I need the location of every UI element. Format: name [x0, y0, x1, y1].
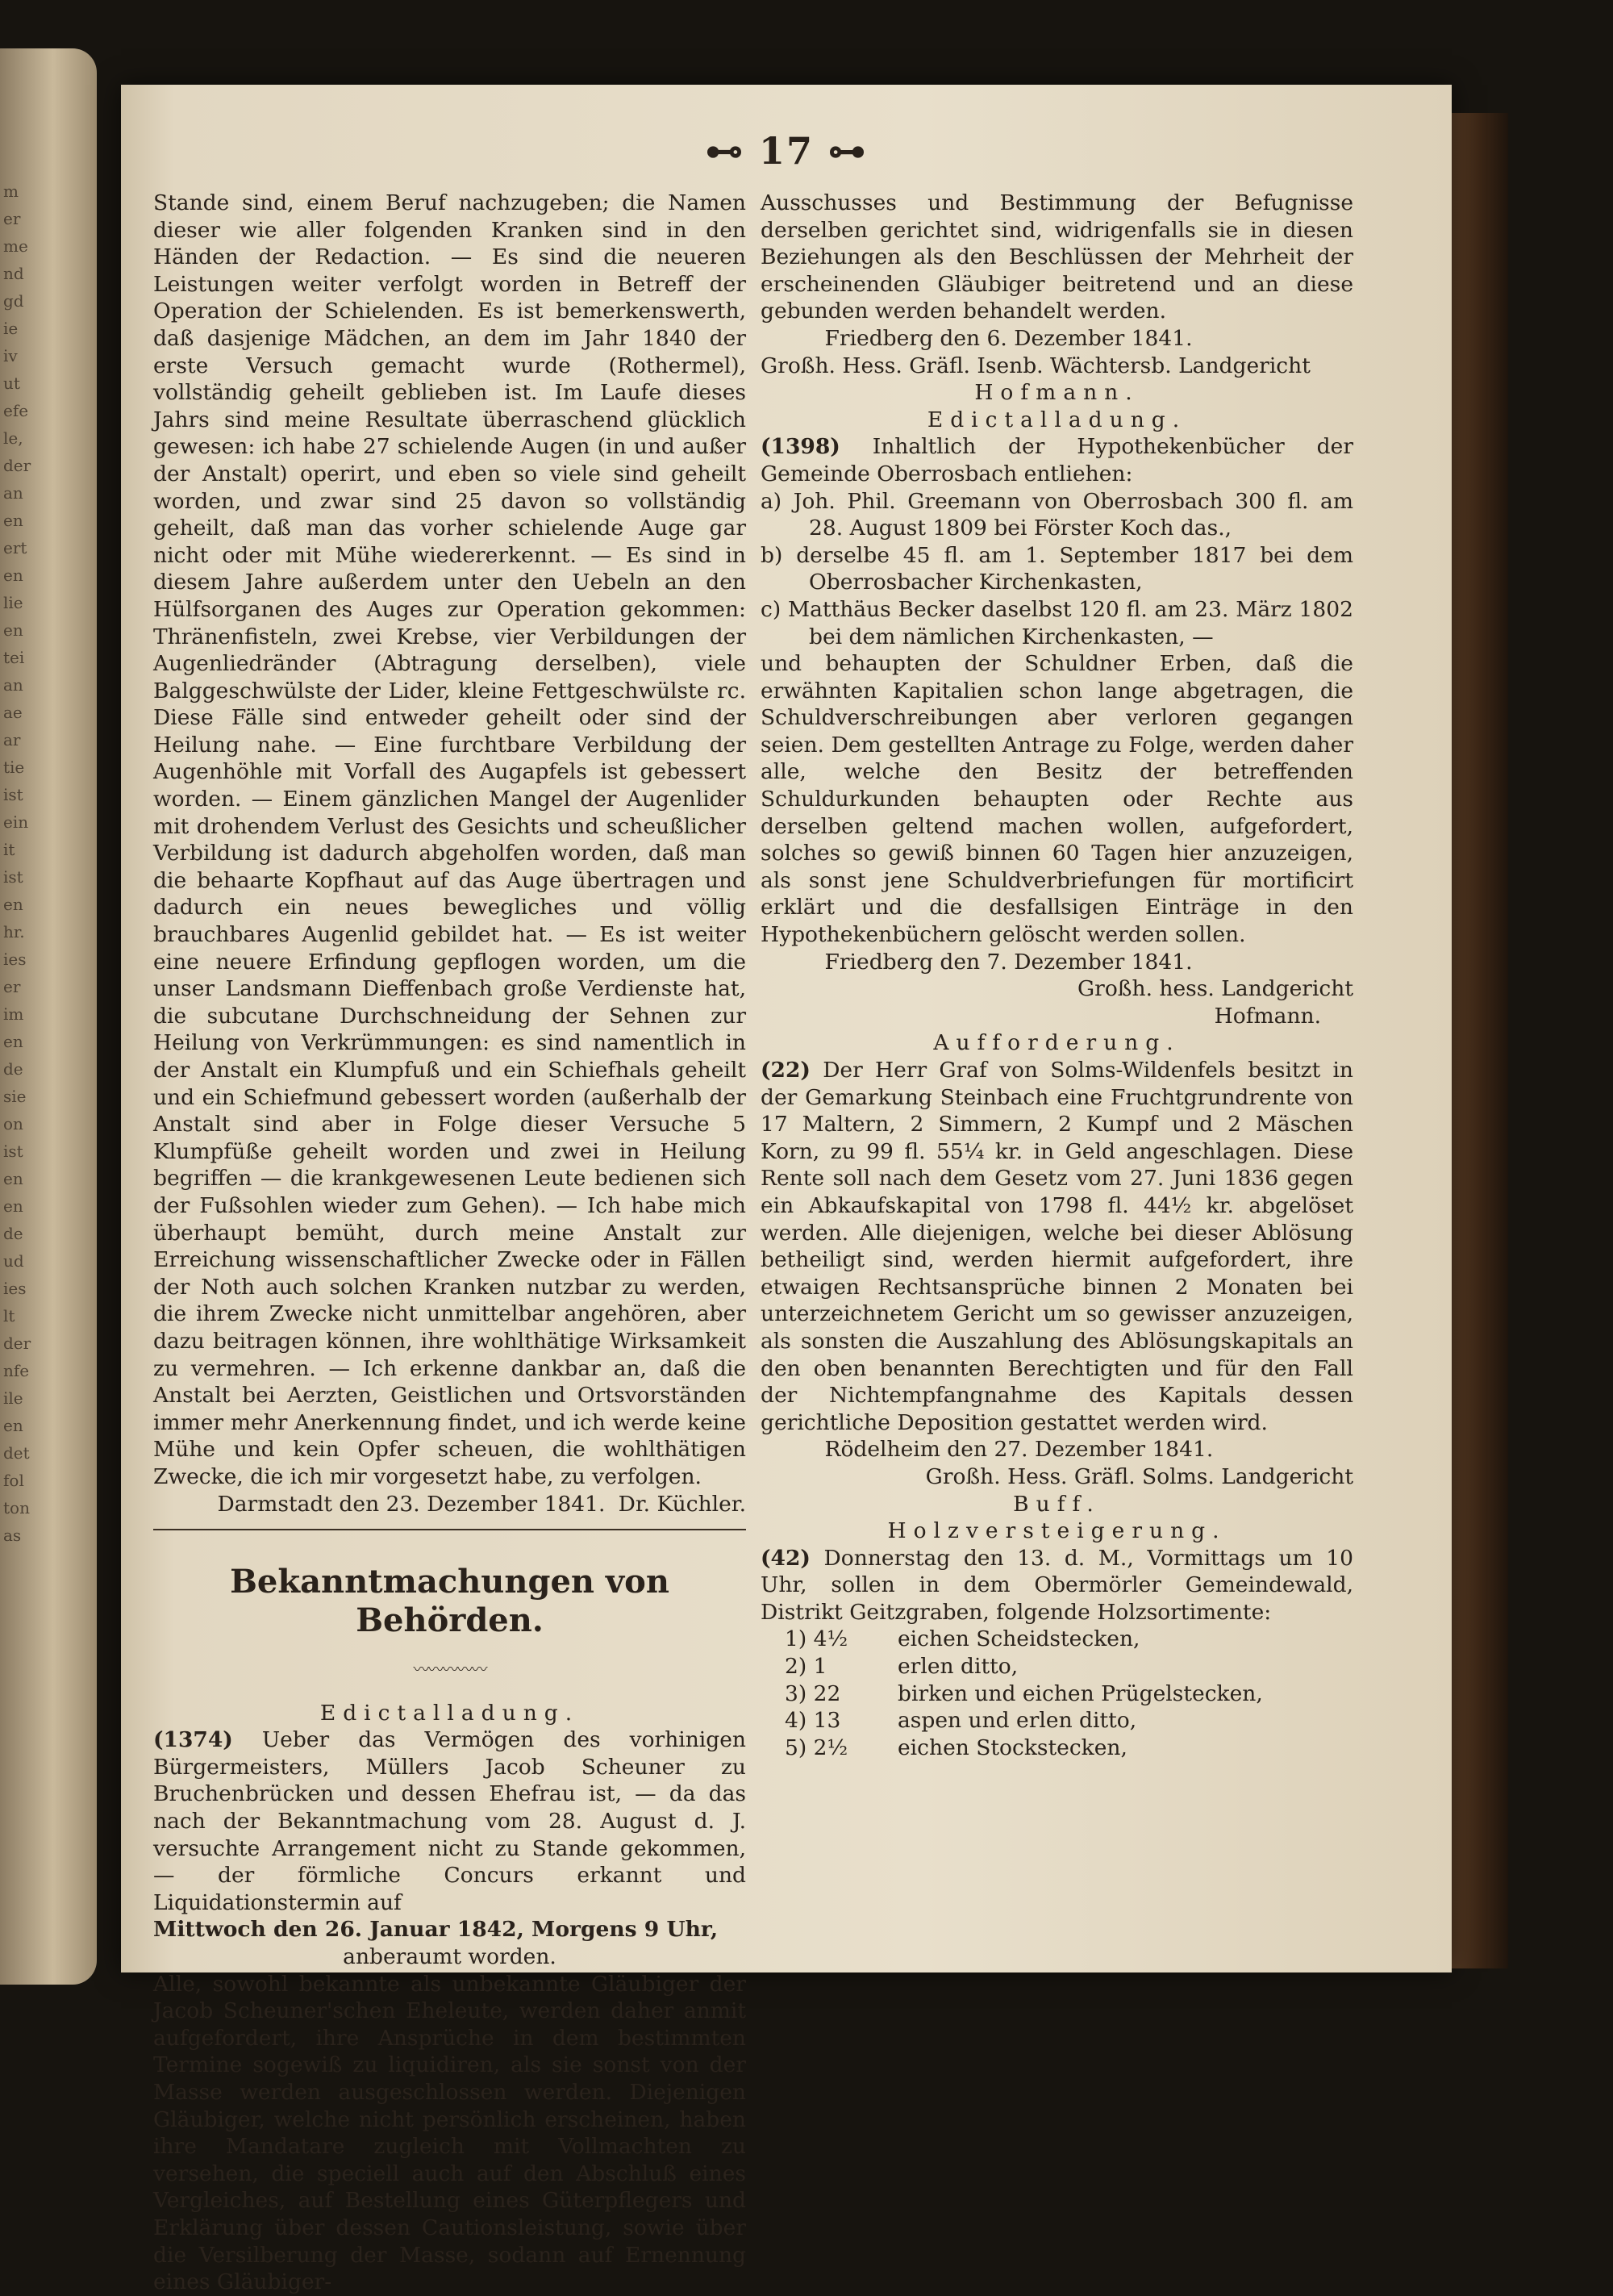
notice-date: Rödelheim den 27. Dezember 1841.	[824, 1437, 1214, 1463]
lot-description: erlen ditto,	[898, 1654, 1019, 1680]
left-margin-fragment: ie	[3, 319, 19, 338]
left-margin-fragment: nd	[3, 264, 24, 283]
signature-name: Dr. Küchler.	[618, 1491, 746, 1517]
left-margin-fragment: ein	[3, 812, 29, 832]
left-margin-fragment: en	[3, 895, 23, 914]
edict2-name: Hofmann.	[1214, 1003, 1321, 1029]
page-ornament-right: ⊶	[828, 129, 868, 173]
lot-description: aspen und erlen ditto,	[898, 1708, 1137, 1734]
left-margin-fragment: fol	[3, 1471, 24, 1490]
left-margin-fragment: ist	[3, 785, 23, 804]
auction-lot	[761, 1680, 1353, 1708]
right-column	[761, 190, 1353, 1761]
section-divider	[153, 1529, 746, 1530]
auction-lots	[761, 1626, 1353, 1761]
edict2-intro: Inhaltlich der Hypothekenbücher der Gemeinde Oberrosbach entliehen:	[761, 434, 1353, 486]
left-margin-fragment: efe	[3, 401, 29, 420]
left-margin-fragment: ies	[3, 1279, 27, 1298]
left-margin-fragment: ert	[3, 538, 27, 557]
left-page-margin-fragments	[3, 177, 35, 1549]
report-paragraph: Stande sind, einem Beruf nachzugeben; die Namen dieser wie aller folgenden Kranken sind in den Händen der Redaction. — Es sind die neueren Leistungen weiter verfolgt worden in Betreff der Operation der Schielenden. Es ist bemerkenswerth, daß dasjenige Mädchen, an dem im Jahr 1840 der erste Versuch gemacht wurde (Rothermel), vollständig geheilt geblieben ist. Im Laufe dieses Jahrs sind meine Resultate überraschend glücklich gewesen: ich habe 27 schielende Augen (in und außer der Anstalt) operirt, und eben so viele sind geheilt worden, und zwar sind 25 davon so vollständig geheilt, daß man das vorher schielende Auge gar nicht oder mit Mühe wiedererkennt. — Es sind in diesem Jahre außerdem unter den Uebeln an den Hülfsorganen des Auges zur Operation gekommen: Thränenfisteln, zwei Krebse, vier Verbildungen der Augenliedränder (Abtragung derselben), viele Balggeschwülste der Lider, kleine Fettgeschwülste rc. Diese Fälle sind entweder geheilt oder sind der Heilung nahe. — Eine furchtbare Verbildung der Augenhöhle mit Vorfall des Augapfels ist gebessert worden. — Einem gänzlichen Mangel der Augenlider mit drohendem Verlust des Gesichts und scheußlicher Verbildung ist dadurch abgeholfen worden, daß man die behaarte Kopfhaut auf das Auge übertragen und dadurch ein neues bewegliches und völlig brauchbares Augenlid gebildet hat. — Es ist weiter eine neuere Erfindung gepflogen worden, um die unser Landsmann Dieffenbach große Verdienste hat, die subcutane Durchschneidung der Sehnen zur Heilung von Verkrümmungen: es sind namentlich in der Anstalt ein Klumpfuß und ein Schiefhals geheilt und ein Schiefmund gebessert worden (außerhalb der Anstalt sind aber in Folge dieser Versuche 5 Klumpfüße geheilt worden und zwei in Heilung begriffen — die krankgewesenen Leute bedienen sich der Fußsohlen wieder zum Gehen). — Ich habe mich überhaupt bemüht, durch meine Anstalt zur Erreichung wissenschaftlicher Zwecke oder in Fällen der Noth auch solchen Kranken nutzbar zu werden, die ihrem Zwecke nicht unmittelbar angehören, aber dazu beitragen können, ihre wohlthätige Wirksamkeit zu vermehren. — Ich erkenne dankbar an, daß die Anstalt bei Aerzten, Geistlichen und Ortsvorständen immer mehr Anerkennung findet, und ich werde keine Mühe und kein Opfer scheuen, die wohlthätigen Zwecke, die ich mir vorgesetzt habe, zu verfolgen.	[153, 190, 746, 1489]
page-ornament-left: ⊷	[705, 129, 744, 173]
left-margin-fragment: ile	[3, 1388, 23, 1408]
left-margin-fragment: en	[3, 1196, 23, 1216]
continued-paragraph: Ausschusses und Bestimmung der Befugnisse derselben gerichtet sind, widrigenfalls sie in diesen Beziehungen als den Beschlüssen der Mehrheit der erscheinenden Gläubiger beitretend und an diese gebunden werden behandelt werden.	[761, 190, 1353, 324]
report-signature	[153, 1491, 746, 1518]
signature-place-date: Darmstadt den 23. Dezember 1841.	[217, 1491, 606, 1517]
page-number	[121, 129, 1452, 173]
left-margin-fragment: ar	[3, 730, 21, 749]
left-margin-fragment: det	[3, 1443, 30, 1463]
left-margin-fragment: im	[3, 1004, 24, 1024]
page-number-value: 17	[758, 129, 814, 173]
left-margin-fragment: en	[3, 1169, 23, 1188]
auction-number: (42)	[761, 1545, 811, 1571]
left-margin-fragment: de	[3, 1224, 23, 1243]
left-margin-fragment: ae	[3, 703, 23, 722]
edict-date-line: Mittwoch den 26. Januar 1842, Morgens 9 Uhr,	[153, 1917, 719, 1943]
edict2-number: (1398)	[761, 434, 840, 460]
left-margin-fragment: me	[3, 236, 28, 256]
left-margin-fragment: der	[3, 1334, 31, 1353]
edict-text: Ueber das Vermögen des vorhinigen Bürgermeisters, Müllers Jacob Scheuner zu Bruchenbrücken und dessen Ehefrau ist, — da das nach der Bekanntmachung vom 28. August d. J. versuchte Arrangement nicht zu Stande gekommen, — der förmliche Concurs erkannt und Liquidationstermin auf	[153, 1727, 746, 1915]
lot-description: eichen Scheidstecken,	[898, 1626, 1140, 1652]
left-margin-fragment: er	[3, 209, 21, 228]
notice-title: Aufforderung.	[933, 1030, 1181, 1056]
edict2-court: Großh. hess. Landgericht	[1077, 976, 1353, 1002]
lot-number: 4) 13	[785, 1708, 841, 1734]
notice-paragraph	[761, 1057, 1353, 1436]
auction-lot	[761, 1707, 1353, 1735]
left-margin-fragment: nfe	[3, 1361, 30, 1380]
edict-title: Edictalladung.	[319, 1700, 580, 1726]
adjacent-left-page	[0, 48, 97, 1985]
edict-text2: Alle, sowohl bekannte als unbekannte Gläubiger der Jacob Scheuner'schen Eheleute, werden daher anmit aufgefordert, ihre Ansprüche in dem bestimmten Termine sogewiß zu liquidiren, als sie sonst von der Masse werden ausgeschlossen werden. Diejenigen Gläubiger, welche nicht persönlich erscheinen, haben ihre Mandatare zugleich mit Vollmachten zu versehen, die speciell auch auf den Abschluß eines Vergleiches, auf Bestellung eines Güterpflegers und Erklärung über dessen Cautionsleistung, sowie über die Versilberung der Masse, sodann auf Ernennung eines Gläubiger-	[153, 1971, 746, 2295]
left-column	[153, 190, 746, 2296]
left-margin-fragment: ton	[3, 1498, 30, 1517]
heading-ornament: 〰〰〰〰〰	[413, 1659, 486, 1680]
p1-name: Hofmann.	[974, 380, 1140, 406]
lot-number: 3) 22	[785, 1680, 841, 1706]
left-margin-fragment: en	[3, 1032, 23, 1051]
left-margin-fragment: le,	[3, 428, 23, 448]
left-margin-fragment: hr.	[3, 922, 25, 941]
notice-number: (22)	[761, 1058, 811, 1083]
left-margin-fragment: en	[3, 566, 23, 585]
left-margin-fragment: it	[3, 840, 15, 859]
lot-description: birken und eichen Prügelstecken,	[898, 1680, 1263, 1706]
left-margin-fragment: ies	[3, 950, 27, 969]
left-margin-fragment: lt	[3, 1306, 15, 1325]
list-item: c) Matthäus Becker daselbst 120 fl. am 23. März 1802 bei dem nämlichen Kirchenkasten, —	[761, 596, 1353, 649]
p1-court: Großh. Hess. Gräfl. Isenb. Wächtersb. Landgericht	[761, 353, 1311, 378]
edict2-text: und behaupten der Schuldner Erben, daß die erwähnten Kapitalien schon lange abgetragen, die Schuldverschreibungen aber verloren gegangen seien. Dem gestellten Antrage zu Folge, werden daher alle, welche den Besitz der betreffenden Schuldurkunden behaupten oder Rechte aus derselben geltend machen wollen, aufgefordert, solches so gewiß binnen 60 Tagen hier anzuzeigen, als sonst jene Schuldverbriefungen für mortificirt erklärt und die desfallsigen Einträge in den Hypothekenbüchern gelöscht werden sollen.	[761, 651, 1353, 948]
auction-lot	[761, 1653, 1353, 1680]
left-margin-fragment: gd	[3, 291, 24, 311]
auction-paragraph	[761, 1545, 1353, 1626]
edict2-date: Friedberg den 7. Dezember 1841.	[824, 949, 1193, 975]
list-item: a) Joh. Phil. Greemann von Oberrosbach 300 fl. am 28. August 1809 bei Förster Koch das.,	[761, 488, 1353, 541]
left-margin-fragment: er	[3, 977, 21, 996]
auction-text: Donnerstag den 13. d. M., Vormittags um 10 Uhr, sollen in dem Obermörler Gemeindewald, Distrikt Geitzgraben, folgende Holzsortimente:	[761, 1545, 1353, 1625]
left-margin-fragment: der	[3, 456, 31, 475]
left-margin-fragment: sie	[3, 1087, 27, 1106]
lot-description: eichen Stockstecken,	[898, 1735, 1127, 1760]
notice-text: Der Herr Graf von Solms-Wildenfels besitzt in der Gemarkung Steinbach eine Fruchtgrundrente von 17 Maltern, 2 Simmern, 2 Kumpf und 2 Mäschen Korn, zu 99 fl. 55¼ kr. in Geld angeschlagen. Diese Rente soll nach dem Gesetz vom 27. Juni 1836 gegen ein Abkaufskapital von 1798 fl. 44½ kr. abgelöset werden. Alle diejenigen, welche bei dieser Ablösung betheiligt sind, werden hiermit aufgefordert, ihre etwaigen Rechtsansprüche binnen 2 Monaten bei unterzeichnetem Gericht um so gewisser anzuzeigen, als sonsten die Auszahlung des Ablösungskapitals an den oben benannten Berechtigten und für den Fall der Nichtempfangnahme des Kapitals dessen gerichtliche Deposition gestattet werden wird.	[761, 1058, 1353, 1435]
left-margin-fragment: tie	[3, 758, 25, 777]
left-margin-fragment: ut	[3, 374, 20, 393]
p1-date: Friedberg den 6. Dezember 1841.	[824, 325, 1193, 351]
notice-name: Buff.	[1013, 1491, 1101, 1517]
left-margin-fragment: an	[3, 483, 23, 503]
section-heading: Bekanntmachungen von Behörden.	[230, 1563, 669, 1640]
auction-title: Holzversteigerung.	[887, 1518, 1227, 1544]
left-margin-fragment: en	[3, 620, 23, 640]
left-margin-fragment: lie	[3, 593, 23, 612]
notice-court: Großh. Hess. Gräfl. Solms. Landgericht	[925, 1463, 1353, 1489]
left-margin-fragment: ud	[3, 1251, 24, 1271]
left-margin-fragment: ist	[3, 867, 23, 887]
left-margin-fragment: de	[3, 1059, 23, 1079]
auction-lot	[761, 1735, 1353, 1762]
left-margin-fragment: en	[3, 1416, 23, 1435]
left-margin-fragment: as	[3, 1526, 22, 1545]
auction-lot	[761, 1626, 1353, 1653]
edict-date-line2: anberaumt worden.	[343, 1944, 556, 1970]
list-item: b) derselbe 45 fl. am 1. September 1817 bei dem Oberrosbacher Kirchenkasten,	[761, 542, 1353, 595]
left-margin-fragment: tei	[3, 648, 25, 667]
lot-number: 1) 4½	[785, 1626, 848, 1652]
left-margin-fragment: m	[3, 182, 19, 201]
left-margin-fragment: on	[3, 1114, 23, 1133]
lot-number: 5) 2½	[785, 1735, 848, 1760]
lot-number: 2) 1	[785, 1654, 827, 1680]
left-margin-fragment: en	[3, 511, 23, 530]
document-page	[121, 85, 1452, 2295]
left-margin-fragment: an	[3, 675, 23, 695]
edict2-title: Edictalladung.	[927, 407, 1187, 432]
edict-paragraph	[153, 1726, 746, 1916]
left-margin-fragment: iv	[3, 346, 18, 365]
left-margin-fragment: ist	[3, 1142, 23, 1161]
edict2-intro-paragraph	[761, 433, 1353, 487]
edict-number: (1374)	[153, 1727, 233, 1753]
